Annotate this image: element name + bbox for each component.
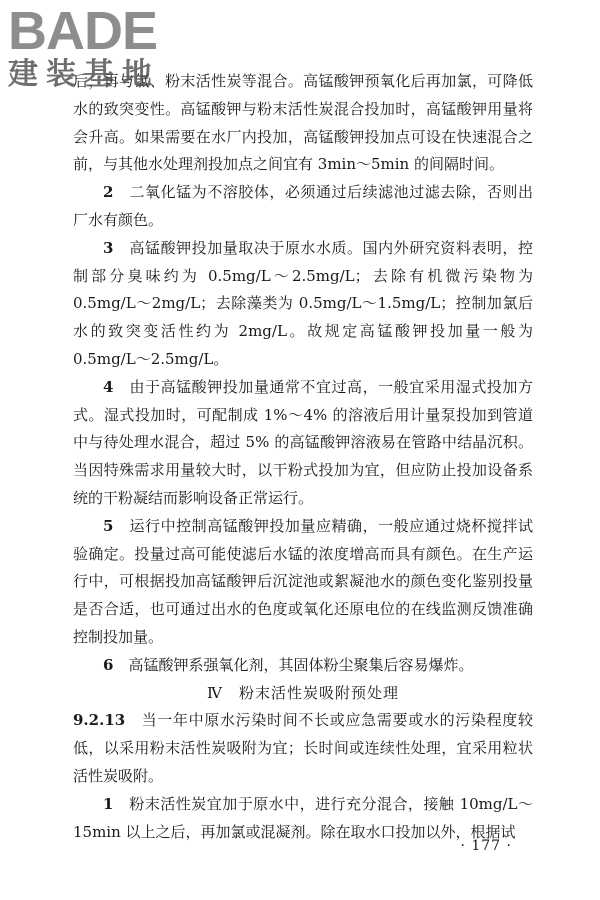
paragraph-item-6 [73, 652, 533, 680]
logo-subtitle: 建装基地 [8, 57, 160, 92]
item-number: 3 [103, 238, 114, 257]
item-number: 2 [103, 183, 114, 202]
paragraph-item-2 [73, 179, 533, 235]
paragraph-text: 二氧化锰为不溶胶体，必须通过后续滤池过滤去除，否则出厂水有颜色。 [73, 183, 533, 229]
section-heading: Ⅳ 粉末活性炭吸附预处理 [207, 683, 399, 702]
item-number: 6 [103, 655, 114, 674]
clause-9-2-13 [73, 707, 533, 790]
paragraph-text: 由于高锰酸钾投加量通常不宜过高，一般宜采用湿式投加方式。湿式投加时，可配制成 1%～4% 的溶液后用计量泵投加到管道中与待处理水混合，超过 5% 的高锰酸钾溶液易在管路中结晶沉积。当因特殊需求用量较大时，以干粉式投加为宜，但应防止投加设备系统的干粉凝结而影响设备正常运行。 [73, 377, 533, 507]
paragraph-text: 后，再与氯、粉末活性炭等混合。高锰酸钾预氧化后再加氯，可降低水的致突变性。高锰酸钾与粉末活性炭混合投加时，高锰酸钾用量将会升高。如果需要在水厂内投加，高锰酸钾投加点可设在快速混合之前，与其他水处理剂投加点之间宜有 3min～5min 的间隔时间。 [73, 72, 533, 174]
watermark-logo [8, 1, 183, 94]
logo-wordmark: BADE [8, 1, 158, 61]
paragraph-text: 高锰酸钾投加量取决于原水水质。国内外研究资料表明，控制部分臭味约为 0.5mg/L～2.5mg/L；去除有机微污染物为 0.5mg/L～2mg/L；去除藻类为 0.5mg/L～1.5mg/L；控制加氯后水的致突变活性约为 2mg/L。故规定高锰酸钾投加量一般为 0.5mg/L～2.5mg/L。 [73, 238, 533, 368]
paragraph-text: 高锰酸钾系强氧化剂，其固体粉尘聚集后容易爆炸。 [128, 655, 474, 674]
paragraph-item-5 [73, 513, 533, 652]
clause-text: 当一年中原水污染时间不长或应急需要或水的污染程度较低，以采用粉末活性炭吸附为宜；长时间或连续性处理，宜采用粒状活性炭吸附。 [73, 711, 533, 785]
paragraph-item-4 [73, 374, 533, 513]
paragraph-text: 粉末活性炭宜加于原水中，进行充分混合，接触 10mg/L～15min 以上之后，再加氯或混凝剂。除在取水口投加以外，根据试 [73, 794, 533, 841]
page-number: · 177 · [460, 838, 512, 854]
item-number: 5 [103, 516, 114, 535]
paragraph-text: 运行中控制高锰酸钾投加量应精确，一般应通过烧杯搅拌试验确定。投量过高可能使滤后水锰的浓度增高而具有颜色。在生产运行中，可根据投加高锰酸钾后沉淀池或絮凝池水的颜色变化鉴别投量是否合适，也可通过出水的色度或氧化还原电位的在线监测反馈准确控制投加量。 [73, 516, 533, 646]
paragraph-item-3 [73, 235, 533, 374]
clause-number: 9.2.13 [73, 711, 126, 730]
item-number: 4 [103, 377, 114, 396]
document-body [73, 68, 533, 846]
item-number: 1 [103, 794, 114, 813]
